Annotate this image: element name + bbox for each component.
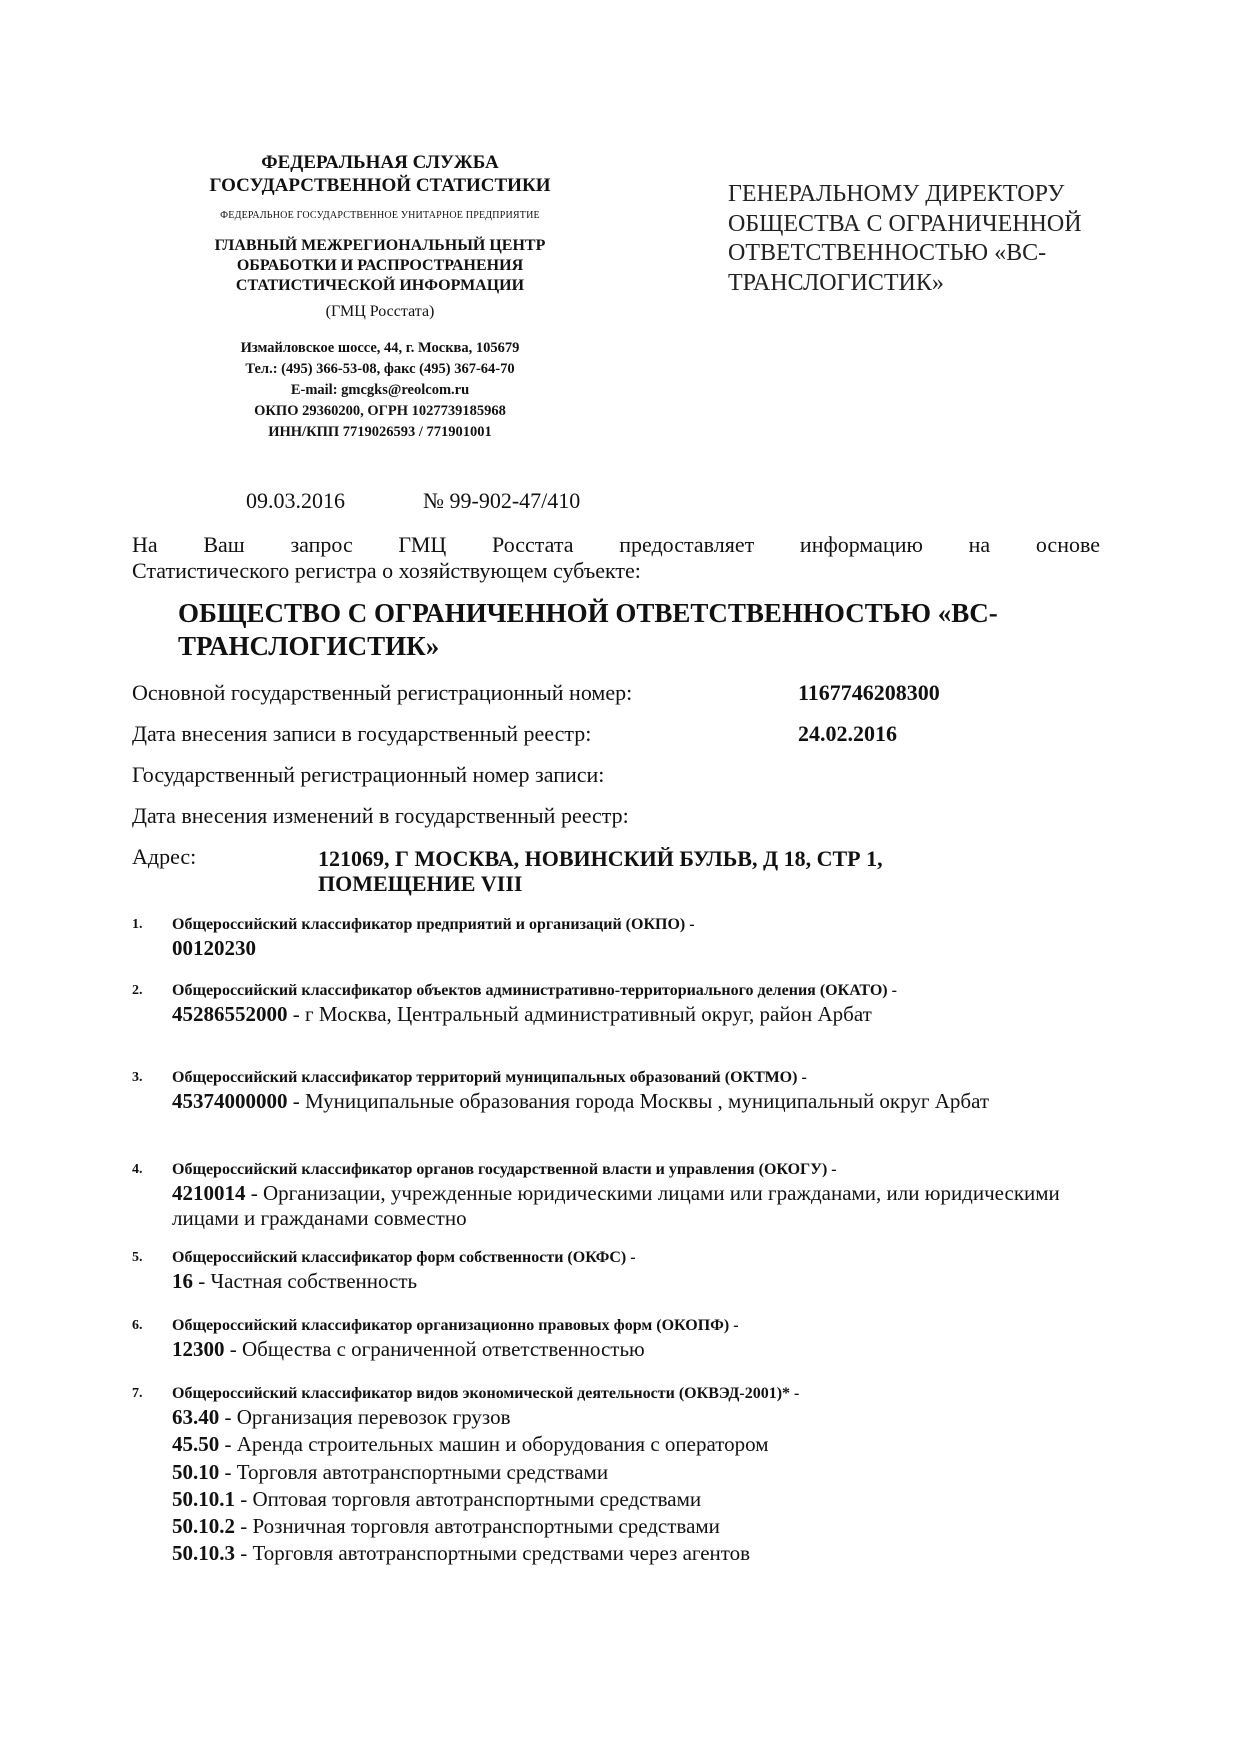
activity-description: - Розничная торговля автотранспортными средствами [235, 1514, 720, 1539]
classifier-value [172, 1269, 1092, 1294]
center-name [150, 236, 610, 296]
addressee-line: ОБЩЕСТВА С ОГРАНИЧЕННОЙ [728, 210, 1082, 237]
address-label: Адрес: [132, 844, 197, 869]
okved-activity [172, 1404, 1092, 1431]
activity-description: - Организация перевозок грузов [219, 1405, 511, 1429]
document-date: 09.03.2016 [246, 488, 345, 513]
activity-code: 63.40 [172, 1405, 220, 1429]
okved-activity [172, 1459, 1092, 1486]
classifier-description: - Организации, учрежденные юридическими лицами или гражданами, или юридическими лицами и гражданами совместно [172, 1181, 1060, 1231]
classifier-value [172, 1089, 1092, 1114]
org-okpo-ogrn: ОКПО 29360200, ОГРН 1027739185968 [254, 403, 506, 420]
okved-activity [172, 1513, 1092, 1540]
org-address: Измайловское шоссе, 44, г. Москва, 105679 [240, 340, 520, 356]
classifier-description: - Частная собственность [193, 1269, 418, 1293]
classifier-okfs [132, 1248, 1092, 1294]
document-number: № 99-902-47/410 [423, 488, 581, 513]
classifier-number: 6. [132, 1318, 143, 1333]
addressee-line: ОТВЕТСТВЕННОСТЬЮ «ВС- [728, 240, 1047, 267]
classifier-title: Общероссийский классификатор видов экономической деятельности (ОКВЭД-2001)* - [172, 1385, 800, 1402]
addressee-line: ТРАНСЛОГИСТИК» [728, 269, 944, 296]
org-contacts [150, 338, 610, 443]
intro-line: Статистического регистра о хозяйствующем субъекте: [132, 558, 641, 584]
org-short-name: (ГМЦ Росстата) [325, 303, 435, 320]
classifier-number: 5. [132, 1250, 143, 1265]
classifier-value [172, 1002, 1092, 1027]
activity-code: 50.10.3 [172, 1541, 235, 1566]
address-value [318, 846, 1058, 897]
record-number-label: Государственный регистрационный номер записи: [132, 762, 605, 787]
center-name-line: СТАТИСТИЧЕСКОЙ ИНФОРМАЦИИ [235, 277, 525, 294]
classifier-value [172, 936, 1092, 961]
center-name-line: ГЛАВНЫЙ МЕЖРЕГИОНАЛЬНЫЙ ЦЕНТР [214, 237, 546, 254]
org-inn-kpp: ИНН/КПП 7719026593 / 771901001 [268, 424, 492, 441]
classifier-okopf [132, 1316, 1092, 1362]
classifier-description: - Общества с ограниченной ответственностью [224, 1337, 645, 1361]
okved-activity [172, 1486, 1092, 1513]
company-name-line: ОБЩЕСТВО С ОГРАНИЧЕННОЙ ОТВЕТСТВЕННОСТЬЮ «ВС- [178, 598, 998, 628]
classifier-code: 45374000000 [172, 1089, 288, 1113]
classifier-number: 3. [132, 1070, 143, 1085]
classifier-title: Общероссийский классификатор организационно правовых форм (ОКОПФ) - [172, 1317, 739, 1334]
classifier-code: 4210014 [172, 1181, 246, 1205]
activity-description: - Торговля автотранспортными средствами [219, 1459, 609, 1484]
activity-code: 50.10.2 [172, 1514, 235, 1539]
okved-activity [172, 1431, 1092, 1458]
address-line: 121069, Г МОСКВА, НОВИНСКИЙ БУЛЬВ, Д 18, СТР 1, [318, 846, 883, 871]
classifier-value [172, 1181, 1092, 1231]
intro-line: На Ваш запрос ГМЦ Росстата предоставляет информацию на основе [132, 532, 1100, 557]
classifier-title: Общероссийский классификатор предприятий и организаций (ОКПО) - [172, 916, 695, 933]
classifier-number: 7. [132, 1386, 143, 1401]
classifier-number: 1. [132, 917, 143, 932]
classifier-code: 16 [172, 1269, 193, 1293]
classifier-title: Общероссийский классификатор объектов административно-территориального деления (ОКАТО) - [172, 982, 897, 999]
classifier-title: Общероссийский классификатор органов государственной власти и управления (ОКОГУ) - [172, 1161, 837, 1178]
center-name-line: ОБРАБОТКИ И РАСПРОСТРАНЕНИЯ [236, 257, 524, 274]
activity-code: 50.10.1 [172, 1486, 235, 1511]
classifier-description: - г Москва, Центральный административный округ, район Арбат [287, 1002, 872, 1026]
change-date-label: Дата внесения изменений в государственный реестр: [132, 803, 629, 828]
classifier-title: Общероссийский классификатор форм собственности (ОКФС) - [172, 1249, 636, 1266]
company-name-line: ТРАНСЛОГИСТИК» [178, 630, 440, 661]
classifier-value [172, 1337, 1092, 1362]
activity-description: - Аренда строительных машин и оборудования с оператором [219, 1432, 769, 1457]
address-line: ПОМЕЩЕНИЕ VIII [318, 871, 523, 897]
classifier-okved [132, 1384, 1092, 1568]
classifier-code: 00120230 [172, 936, 256, 960]
org-subtitle: ФЕДЕРАЛЬНОЕ ГОСУДАРСТВЕННОЕ УНИТАРНОЕ ПРЕДПРИЯТИЕ [220, 210, 540, 221]
activity-description: - Торговля автотранспортными средствами через агентов [235, 1541, 751, 1566]
addressee [728, 180, 1128, 298]
org-name-line: ФЕДЕРАЛЬНАЯ СЛУЖБА [261, 152, 499, 173]
classifier-code: 12300 [172, 1337, 225, 1361]
classifier-title: Общероссийский классификатор территорий муниципальных образований (ОКТМО) - [172, 1069, 807, 1086]
activity-code: 50.10 [172, 1459, 220, 1484]
addressee-line: ГЕНЕРАЛЬНОМУ ДИРЕКТОРУ [728, 181, 1065, 207]
classifier-description: - Муниципальные образования города Москвы , муниципальный округ Арбат [287, 1089, 990, 1113]
ogrn-value: 1167746208300 [798, 680, 940, 705]
okved-activity [172, 1540, 1092, 1567]
classifier-okogu [132, 1160, 1092, 1231]
org-name-line: ГОСУДАРСТВЕННОЙ СТАТИСТИКИ [209, 174, 551, 196]
ogrn-label: Основной государственный регистрационный номер: [132, 680, 633, 705]
entry-date-value: 24.02.2016 [798, 721, 897, 746]
org-phone: Тел.: (495) 366-53-08, факс (495) 367-64-70 [245, 361, 515, 378]
activity-description: - Оптовая торговля автотранспортными средствами [235, 1486, 702, 1511]
classifier-oktmo [132, 1068, 1092, 1114]
company-name [178, 597, 1098, 663]
entry-date-label: Дата внесения записи в государственный реестр: [132, 721, 592, 746]
org-name [150, 152, 610, 198]
classifier-number: 4. [132, 1162, 143, 1177]
classifier-code: 45286552000 [172, 1002, 288, 1026]
intro-text [132, 532, 1100, 585]
activity-code: 45.50 [172, 1432, 220, 1457]
classifier-okato [132, 981, 1092, 1027]
classifier-number: 2. [132, 983, 143, 998]
classifier-okpo [132, 915, 1092, 961]
org-email: E-mail: gmcgks@reolcom.ru [290, 382, 470, 399]
